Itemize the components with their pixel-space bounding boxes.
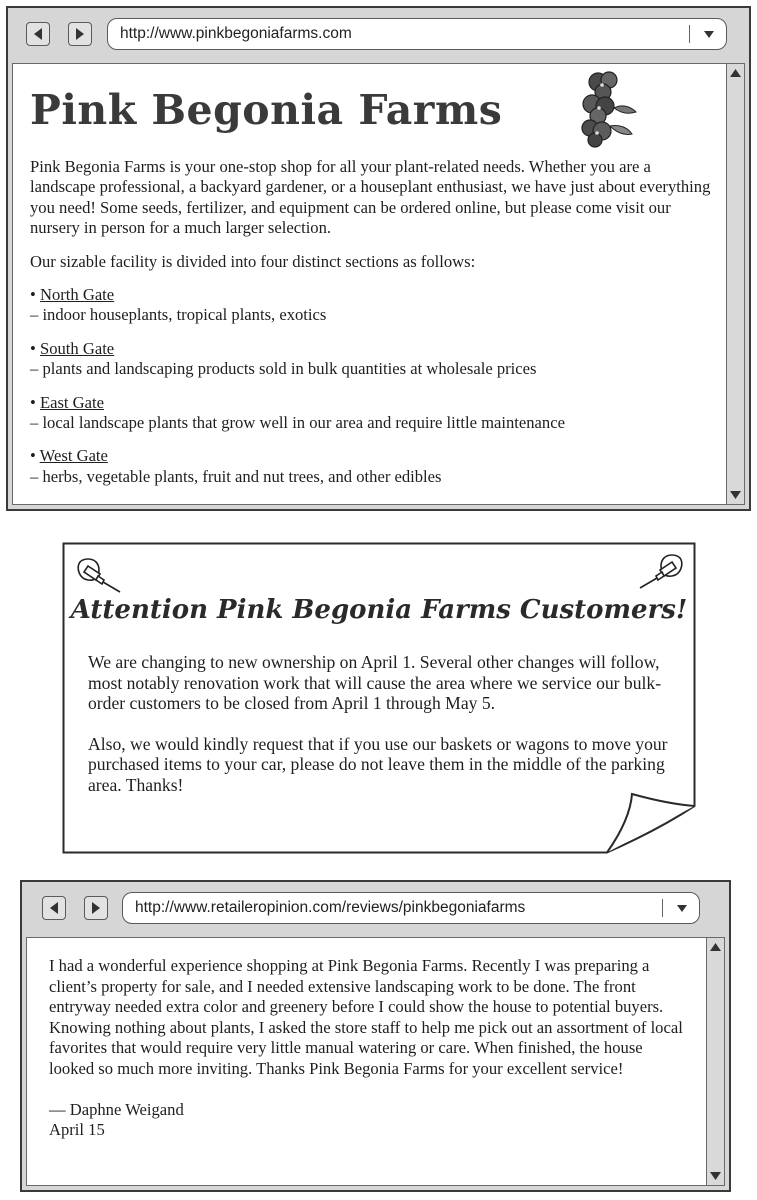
section-description: – plants and landscaping products sold in bulk quantities at wholesale prices (30, 359, 537, 379)
section-west-gate: • West Gate – herbs, vegetable plants, fruit and nut trees, and other edibles (30, 446, 720, 487)
farm-browser-window (6, 6, 751, 511)
begonia-flower-icon (576, 68, 638, 148)
customer-notice (62, 542, 696, 854)
section-description: – local landscape plants that grow well in our area and require little maintenance (30, 413, 565, 433)
back-arrow-icon (49, 902, 59, 914)
section-north-gate: • North Gate – indoor houseplants, tropical plants, exotics (30, 285, 720, 326)
back-button[interactable] (26, 22, 50, 46)
notice-body (88, 652, 678, 815)
forward-button[interactable] (84, 896, 108, 920)
section-east-gate: • East Gate – local landscape plants that grow well in our area and require little maintenance (30, 393, 720, 434)
back-arrow-icon (33, 28, 43, 40)
notice-paragraph: Also, we would kindly request that if you use our baskets or wagons to move your purchased items to your car, please do not leave them in the middle of the parking area. Thanks! (88, 733, 668, 795)
back-button[interactable] (42, 896, 66, 920)
section-link[interactable]: West Gate (39, 446, 108, 466)
address-url: http://www.retaileropinion.com/reviews/pinkbegoniafarms (135, 899, 526, 916)
section-description: – herbs, vegetable plants, fruit and nut trees, and other edibles (30, 466, 442, 486)
dropdown-icon[interactable] (704, 31, 714, 38)
scroll-up-icon[interactable] (710, 943, 721, 951)
review-page-content (26, 937, 725, 1186)
scroll-down-icon[interactable] (710, 1172, 721, 1180)
dropdown-icon[interactable] (677, 905, 687, 912)
review-browser-window (20, 880, 731, 1192)
address-url: http://www.pinkbegoniafarms.com (120, 25, 352, 42)
intro-paragraph: Pink Begonia Farms is your one-stop shop for all your plant-related needs. Whether you are a landscape professional, a backyard gardener, or a houseplant enthusiast, we have just about everything you need! Some seeds, fertilizer, and equipment can be ordered online, but please come visit our nursery in person for a much larger selection. (30, 157, 711, 238)
section-description: – indoor houseplants, tropical plants, exotics (30, 305, 327, 325)
address-bar[interactable] (107, 18, 727, 50)
section-link[interactable]: North Gate (39, 285, 115, 305)
scroll-up-icon[interactable] (730, 69, 741, 77)
pushpin-icon (76, 556, 124, 596)
notice-title: Attention Pink Begonia Farms Customers! (70, 595, 688, 625)
review (49, 956, 689, 1141)
section-link[interactable]: East Gate (39, 392, 105, 412)
forward-arrow-icon (91, 902, 101, 914)
pushpin-icon (636, 552, 684, 592)
farm-page-content (12, 63, 745, 505)
review-browser-toolbar (22, 882, 729, 938)
section-south-gate: • South Gate – plants and landscaping products sold in bulk quantities at wholesale prices (30, 339, 720, 380)
vertical-scrollbar[interactable] (726, 64, 744, 504)
sections-intro: Our sizable facility is divided into four distinct sections as follows: (30, 251, 476, 271)
farm-page-body (30, 157, 720, 500)
farm-browser-toolbar (8, 8, 749, 64)
notice-paragraph: We are changing to new ownership on April 1. Several other changes will follow, most notably renovation work that will cause the area where we service our bulk-order customers to be closed from April 1 through May 5. (88, 652, 662, 713)
forward-arrow-icon (75, 28, 85, 40)
address-bar[interactable] (122, 892, 700, 924)
review-date: April 15 (49, 1120, 105, 1140)
page-title: Pink Begonia Farms (30, 86, 503, 134)
review-author: — Daphne Weigand (49, 1099, 184, 1119)
review-text: I had a wonderful experience shopping at Pink Begonia Farms. Recently I was preparing a client’s property for sale, and I needed extensive landscaping work to be done. The front entryway needed extra color and greenery before I could show the house to potential buyers. Knowing nothing about plants, I asked the store staff to help me pick out an assortment of local favorites that would require very little manual watering or care. When finished, the house looked so much more inviting. Thanks Pink Begonia Farms for your excellent service! (49, 956, 683, 1078)
vertical-scrollbar[interactable] (706, 938, 724, 1185)
section-link[interactable]: South Gate (39, 338, 115, 358)
forward-button[interactable] (68, 22, 92, 46)
scroll-down-icon[interactable] (730, 491, 741, 499)
